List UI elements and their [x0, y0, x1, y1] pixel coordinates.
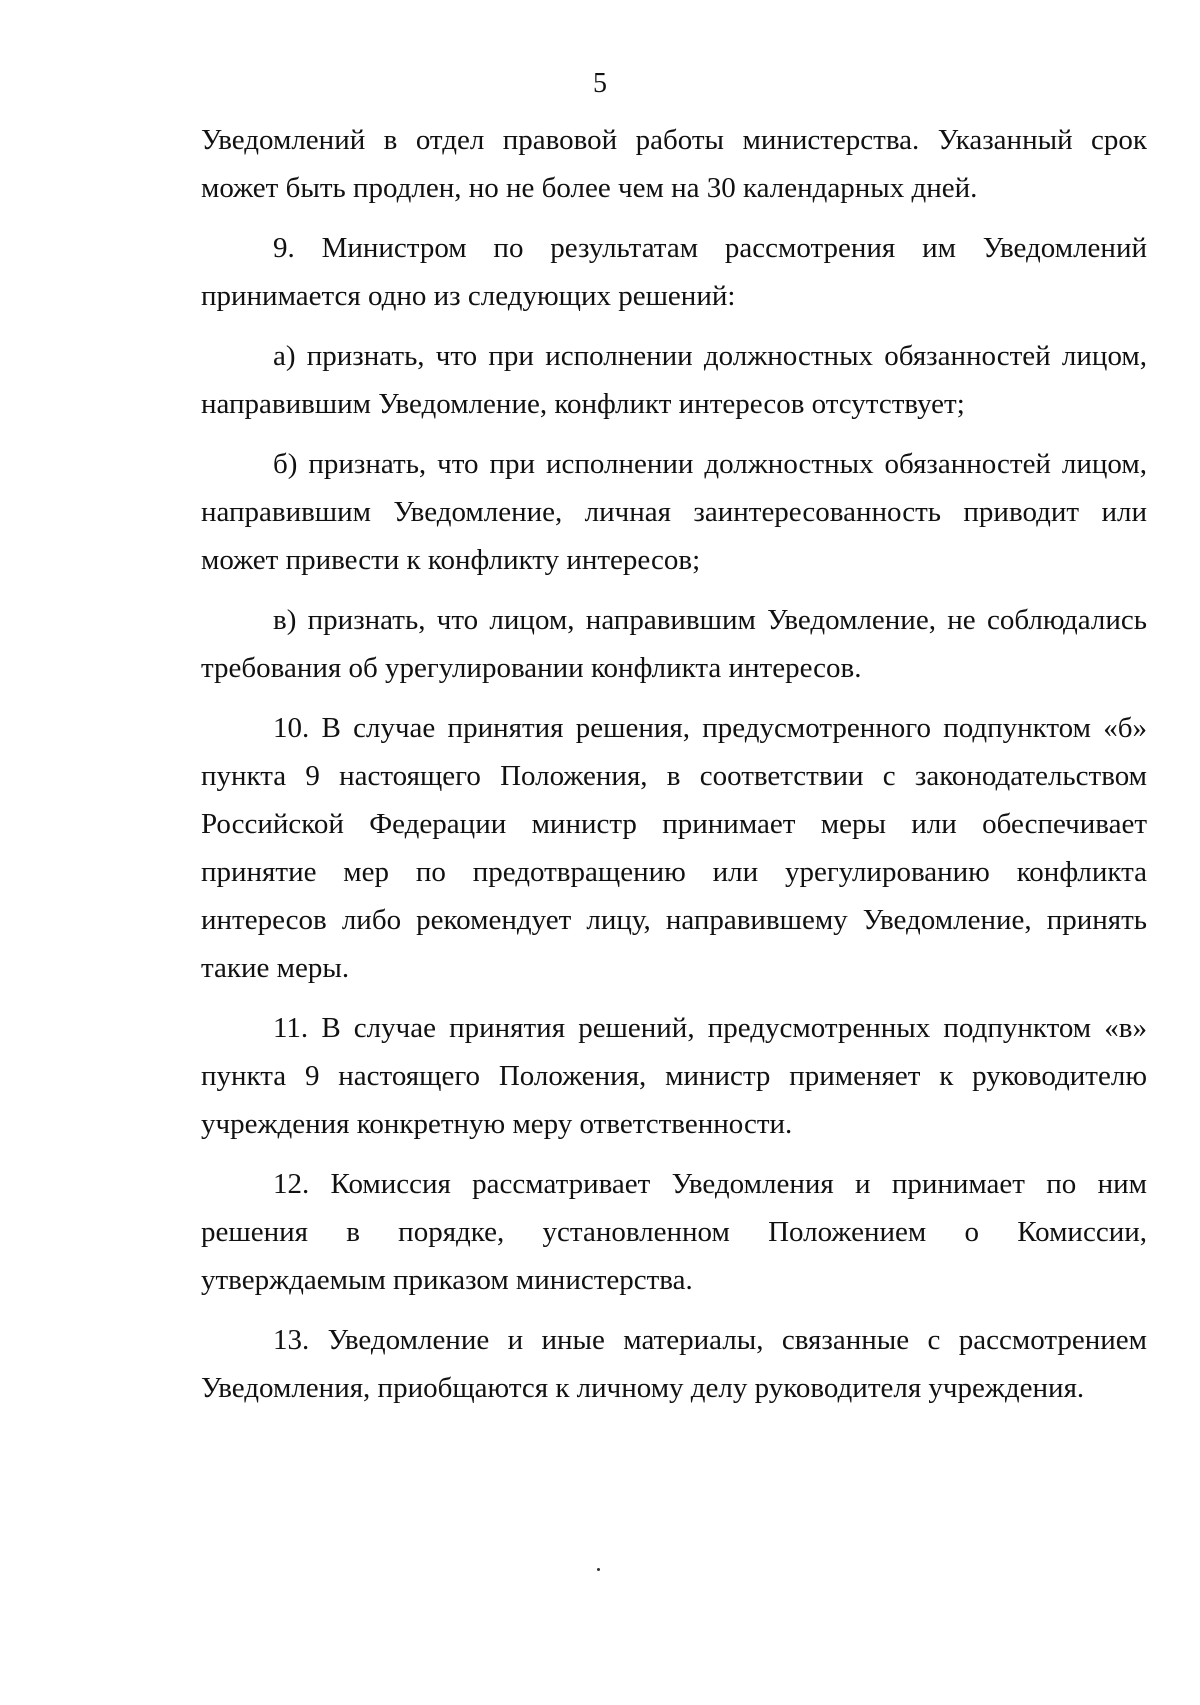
paragraph-subitem-v: в) признать, что лицом, направившим Уведомление, не соблюдались требования об урегулировании конфликта интересов. [201, 604, 1147, 684]
paragraph-item-12: 12. Комиссия рассматривает Уведомления и принимает по ним решения в порядке, установленном Положением о Комиссии, утверждаемым приказом министерства. [201, 1168, 1147, 1296]
scan-dot-mark [597, 1568, 600, 1571]
document-body [201, 116, 1147, 1424]
paragraph-item-11: 11. В случае принятия решений, предусмотренных подпунктом «в» пункта 9 настоящего Положения, министр применяет к руководителю учреждения конкретную меру ответственности. [201, 1012, 1147, 1140]
paragraph-item-13: 13. Уведомление и иные материалы, связанные с рассмотрением Уведомления, приобщаются к личному делу руководителя учреждения. [201, 1324, 1147, 1404]
paragraph-subitem-b: б) признать, что при исполнении должностных обязанностей лицом, направившим Уведомление, личная заинтересованность приводит или может привести к конфликту интересов; [201, 448, 1147, 576]
paragraph-item-10: 10. В случае принятия решения, предусмотренного подпунктом «б» пункта 9 настоящего Положения, в соответствии с законодательством Российской Федерации министр принимает меры или обеспечивает принятие мер по предотвращению или урегулированию конфликта интересов либо рекомендует лицу, направившему Уведомление, принять такие меры. [201, 712, 1147, 984]
paragraph-subitem-a: а) признать, что при исполнении должностных обязанностей лицом, направившим Уведомление, конфликт интересов отсутствует; [201, 340, 1147, 420]
page-number: 5 [593, 68, 607, 99]
paragraph-item-9: 9. Министром по результатам рассмотрения им Уведомлений принимается одно из следующих решений: [201, 232, 1147, 312]
paragraph-continuation: Уведомлений в отдел правовой работы министерства. Указанный срок может быть продлен, но не более чем на 30 календарных дней. [201, 124, 1147, 204]
